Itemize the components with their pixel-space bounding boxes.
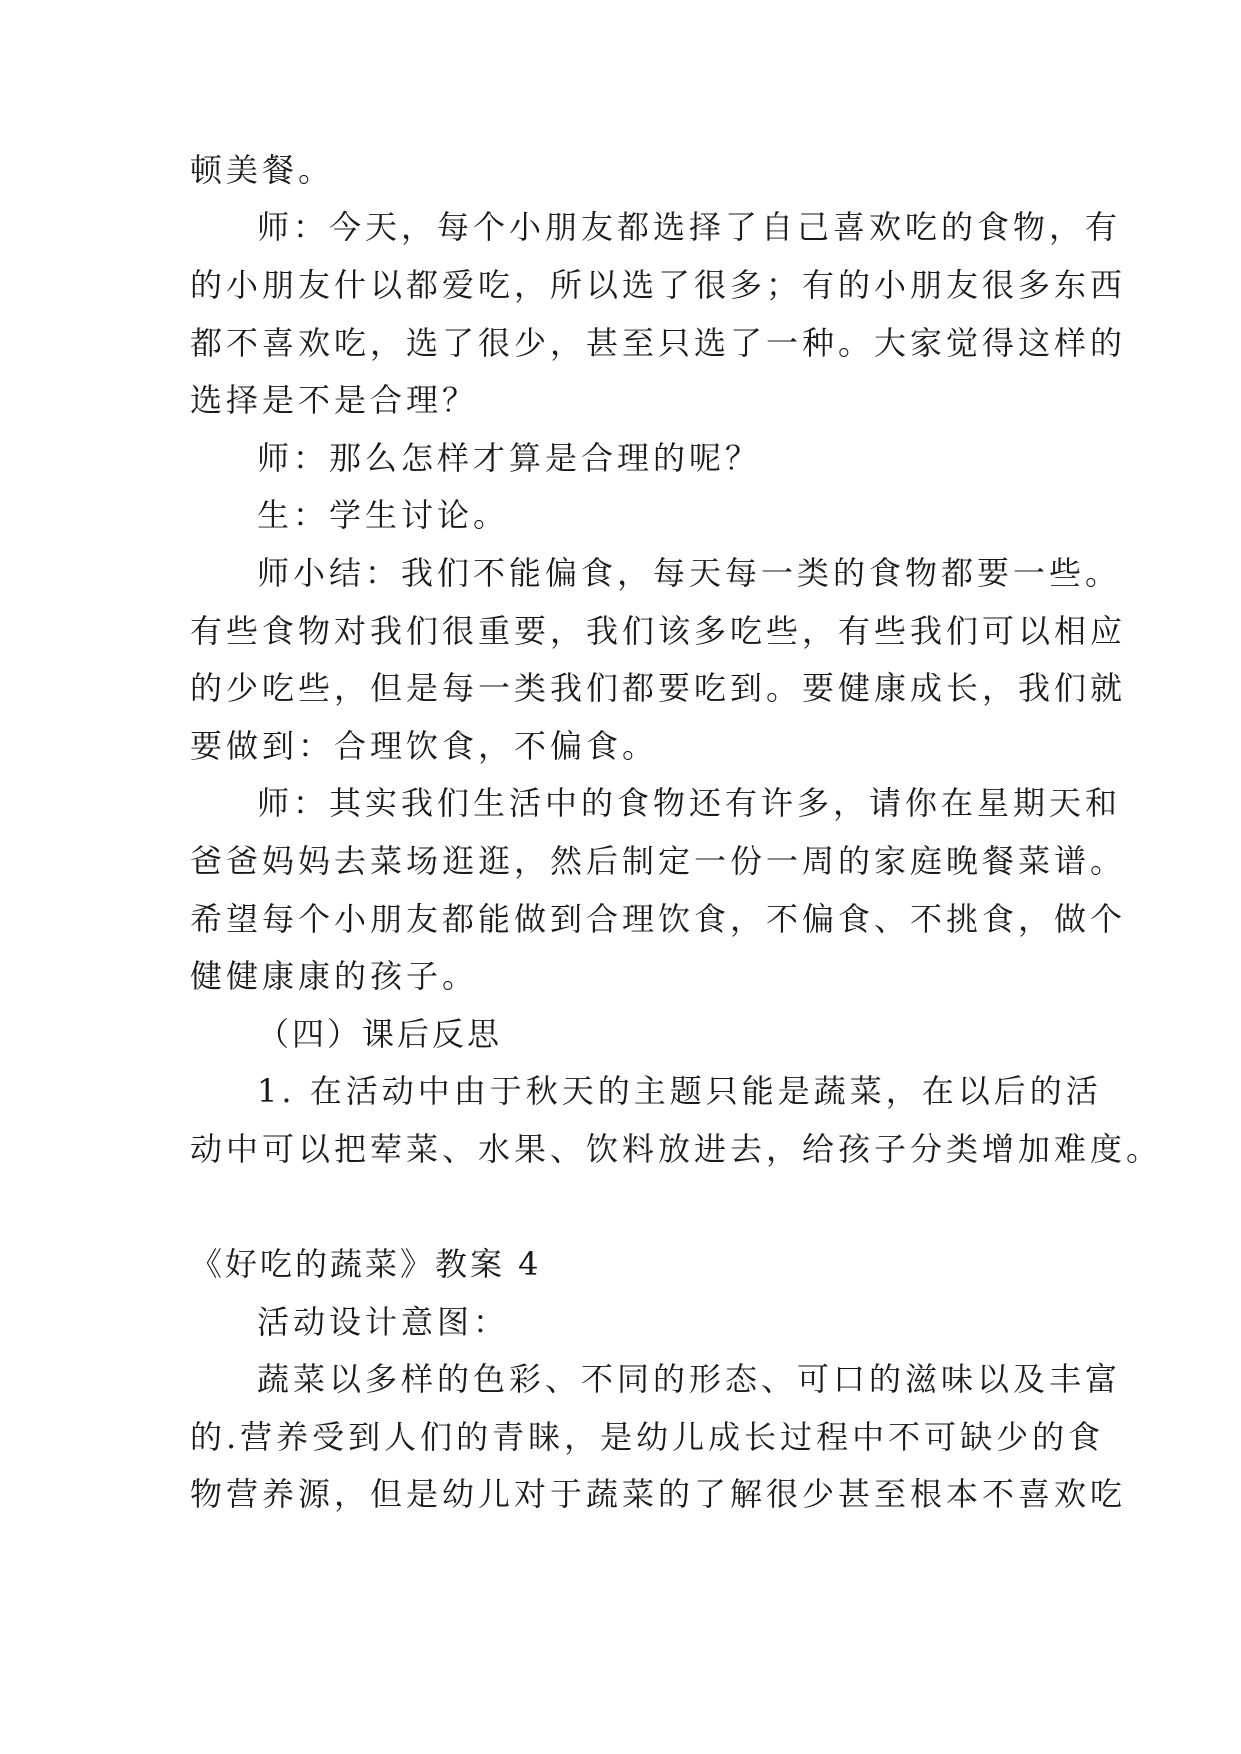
paragraph-line: 师：今天，每个小朋友都选择了自己喜欢吃的食物，有 [257,208,1122,246]
paragraph-line: 师小结：我们不能偏食，每天每一类的食物都要一些。 [257,554,1122,592]
paragraph-line: 动中可以把荤菜、水果、饮料放进去，给孩子分类增加难度。 [190,1130,1163,1168]
paragraph-line: 要做到：合理饮食，不偏食。 [190,727,659,765]
lesson-title: 《好吃的蔬菜》教案 4 [190,1245,542,1283]
paragraph-line: 健健康康的孩子。 [190,957,479,995]
subheading: 活动设计意图： [257,1303,510,1341]
paragraph-line: 有些食物对我们很重要，我们该多吃些，有些我们可以相应 [190,612,1127,650]
paragraph-line: 1. 在活动中由于秋天的主题只能是蔬菜，在以后的活 [257,1072,1102,1110]
paragraph-line: 的少吃些，但是每一类我们都要吃到。要健康成长，我们就 [190,669,1127,707]
paragraph-line: 师：那么怎样才算是合理的呢？ [257,439,762,477]
paragraph-line: 生：学生讨论。 [257,496,510,534]
paragraph-line: 选择是不是合理？ [190,381,479,419]
paragraph-line: 希望每个小朋友都能做到合理饮食，不偏食、不挑食，做个 [190,900,1127,938]
paragraph-line: 物营养源，但是幼儿对于蔬菜的了解很少甚至根本不喜欢吃 [190,1475,1127,1513]
section-heading: （四）课后反思 [257,1015,503,1053]
paragraph-line: 爸爸妈妈去菜场逛逛，然后制定一份一周的家庭晚餐菜谱。 [190,842,1127,880]
paragraph-line: 蔬菜以多样的色彩、不同的形态、可口的滋味以及丰富 [257,1360,1122,1398]
paragraph-line: 的.营养受到人们的青睐，是幼儿成长过程中不可缺少的食 [190,1418,1105,1456]
paragraph-line: 的小朋友什以都爱吃，所以选了很多；有的小朋友很多东西 [190,266,1127,304]
paragraph-line: 顿美餐。 [190,151,335,189]
paragraph-line: 都不喜欢吃，选了很少，甚至只选了一种。大家觉得这样的 [190,324,1127,362]
paragraph-line: 师：其实我们生活中的食物还有许多，请你在星期天和 [257,784,1122,822]
